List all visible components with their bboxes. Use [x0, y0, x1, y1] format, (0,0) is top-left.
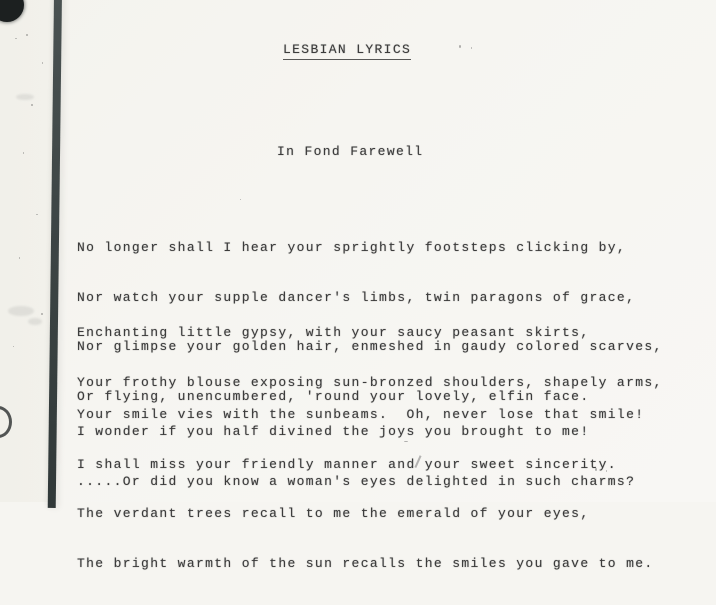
scan-speckle — [404, 441, 408, 442]
scan-smudge — [28, 318, 42, 325]
poem-line: The verdant trees recall to me the emerald of your eyes, — [77, 506, 590, 521]
scan-speckle — [471, 47, 472, 49]
scan-speckle — [36, 214, 38, 215]
scan-speckle — [23, 152, 24, 154]
stanza-3 — [77, 374, 654, 605]
scan-speckle — [15, 38, 17, 39]
poem-line: Nor glimpse your golden hair, enmeshed in gaudy colored scarves, — [77, 339, 663, 354]
poem-line: No longer shall I hear your sprightly footsteps clicking by, — [77, 240, 627, 255]
collection-title: LESBIAN LYRICS — [283, 42, 411, 60]
poem-title: In Fond Farewell — [277, 144, 424, 159]
poem-line: Your frothy blouse exposing sun-bronzed shoulders, shapely arms, — [77, 374, 663, 390]
scan-smudge — [8, 306, 34, 316]
poem-line: Enchanting little gypsy, with your saucy peasant skirts, — [77, 325, 590, 340]
scan-speckle — [19, 257, 20, 259]
scan-smudge — [16, 94, 34, 100]
scan-speckle — [31, 104, 33, 106]
scan-speckle — [13, 346, 14, 347]
poem-line: I shall miss your friendly manner and your sweet sincerity. — [77, 456, 617, 472]
poem-line: .....Or did you know a woman's eyes delighted in such charms? — [77, 473, 636, 489]
poem-line: Your smile vies with the sunbeams. Oh, never lose that smile! — [77, 407, 645, 422]
scan-speckle — [42, 62, 43, 64]
scan-speckle — [459, 45, 461, 48]
scan-speckle — [606, 470, 607, 472]
poem-line: I wonder if you half divined the joys you brought to me! — [77, 424, 590, 439]
scan-speckle — [26, 34, 28, 36]
scan-speckle — [240, 199, 241, 200]
scan-speckle — [41, 313, 43, 315]
poem-line: Nor watch your supple dancer's limbs, twin paragons of grace, — [77, 289, 636, 305]
poem-line: The bright warmth of the sun recalls the smiles you gave to me. — [77, 555, 654, 571]
poem-line: Or flying, unencumbered, 'round your lovely, elfin face. — [77, 388, 590, 404]
scan-speckle — [595, 468, 597, 471]
